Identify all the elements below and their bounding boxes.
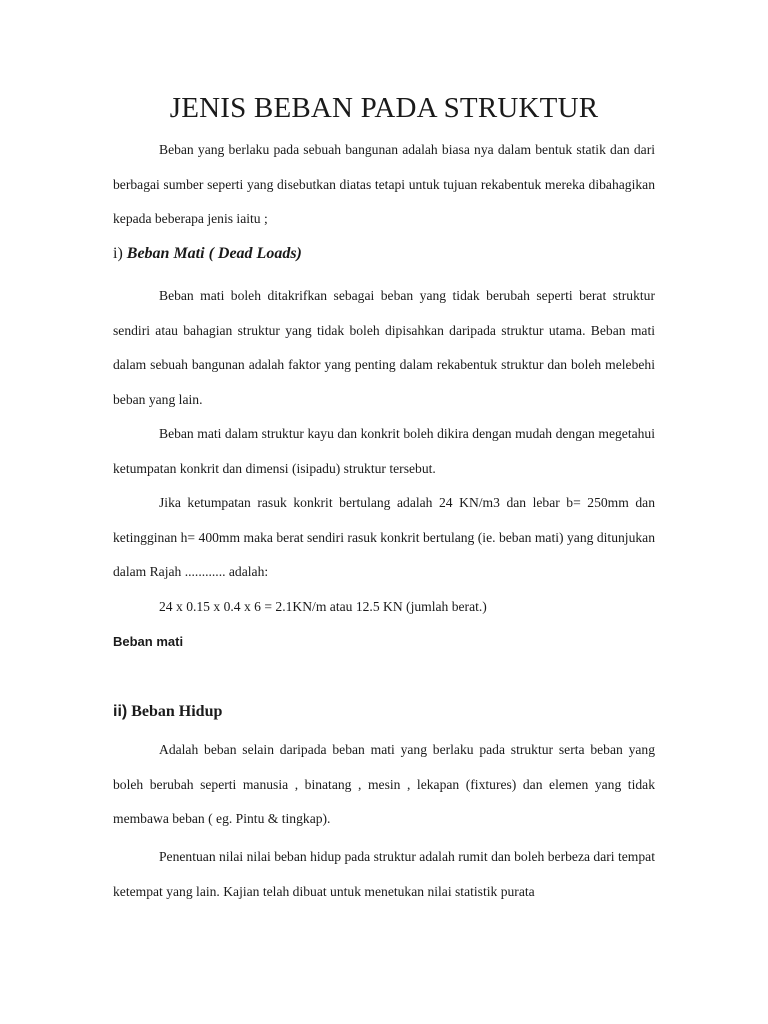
intro-paragraph: Beban yang berlaku pada sebuah bangunan adalah biasa nya dalam bentuk statik dan dari berbagai sumber seperti yang disebutkan diatas tetapi untuk tujuan rekabentuk mereka dibahagikan kepada beberapa jenis iaitu ; xyxy=(113,142,655,226)
section-number: i) xyxy=(113,245,123,262)
dead-load-paragraph-3: Jika ketumpatan rasuk konkrit bertulang adalah 24 KN/m3 dan lebar b= 250mm dan ketingginan h= 400mm maka berat sendiri rasuk konkrit bertulang (ie. beban mati) yang ditunjukan dalam Rajah ............ adalah: xyxy=(113,495,655,579)
page-title: JENIS BEBAN PADA STRUKTUR xyxy=(169,92,599,124)
section-title: Beban Mati ( Dead Loads) xyxy=(126,245,302,262)
section-heading-dead-loads xyxy=(113,245,302,263)
dead-load-paragraph-2: Beban mati dalam struktur kayu dan konkrit boleh dikira dengan mudah dengan megetahui ketumpatan konkrit dan dimensi (isipadu) struktur tersebut. xyxy=(113,426,655,476)
section-number: ii) xyxy=(113,703,128,720)
live-load-paragraph-2: Penentuan nilai nilai beban hidup pada struktur adalah rumit dan boleh berbeza dari tempat ketempat yang lain. Kajian telah dibuat untuk menetukan nilai statistik purata xyxy=(113,849,655,899)
section-title: Beban Hidup xyxy=(131,703,223,720)
section-heading-live-loads xyxy=(113,703,222,721)
figure-caption: Beban mati xyxy=(113,634,184,649)
dead-load-formula: 24 x 0.15 x 0.4 x 6 = 2.1KN/m atau 12.5 KN (jumlah berat.) xyxy=(159,599,487,614)
dead-load-paragraph-1: Beban mati boleh ditakrifkan sebagai beban yang tidak berubah seperti berat struktur sendiri atau bahagian struktur yang tidak boleh dipisahkan daripada struktur utama. Beban mati dalam sebuah bangunan adalah faktor yang penting dalam rekabentuk struktur dan boleh melebehi beban yang lain. xyxy=(113,288,655,407)
live-load-paragraph-1: Adalah beban selain daripada beban mati yang berlaku pada struktur serta beban yang boleh berubah seperti manusia , binatang , mesin , lekapan (fixtures) dan elemen yang tidak membawa beban ( eg. Pintu & tingkap). xyxy=(113,742,655,826)
